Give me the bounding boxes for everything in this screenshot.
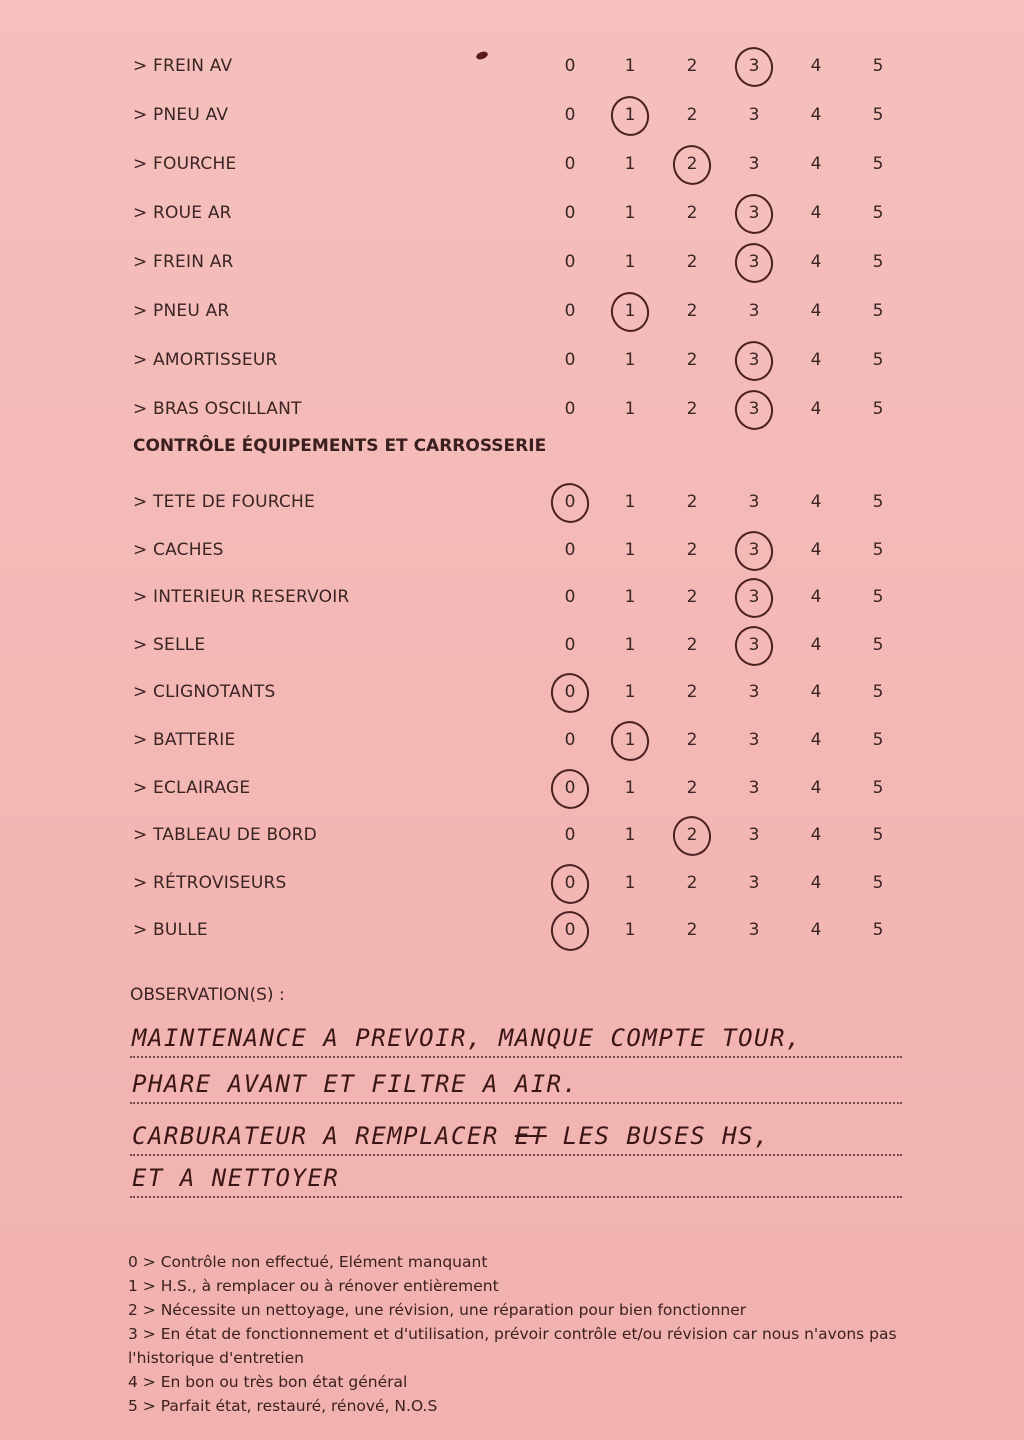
inspection-row	[0, 48, 1024, 88]
score-option: 0	[560, 778, 580, 798]
score-option: 0	[564, 252, 576, 272]
score-option: 4	[810, 56, 822, 76]
selected-circle	[730, 42, 779, 92]
selected-circle	[606, 91, 655, 141]
score-option: 0	[564, 825, 576, 846]
selected-circle	[730, 385, 779, 435]
score-option: 1	[624, 634, 636, 655]
score-option: 0	[560, 682, 580, 702]
score-option: 4	[810, 920, 822, 941]
selected-circle	[730, 573, 779, 623]
handwritten-text: MAINTENANCE A PREVOIR, MANQUE COMPTE TOUR,	[132, 1024, 802, 1052]
handwritten-text	[132, 1122, 770, 1150]
score-option: 0	[564, 539, 576, 560]
legend-item: 4 > En bon ou très bon état général	[128, 1373, 408, 1391]
score-option: 5	[872, 350, 884, 370]
struck-text: ET	[514, 1122, 547, 1150]
score-option: 3	[748, 301, 760, 321]
score-option: 3	[748, 492, 760, 512]
score-option: 5	[872, 634, 884, 655]
score-option: 0	[560, 920, 580, 940]
rating-legend	[128, 1250, 898, 1418]
score-option: 1	[624, 920, 636, 941]
score-option: 3	[748, 777, 760, 798]
selected-circle	[668, 811, 717, 861]
score-option: 3	[744, 635, 764, 655]
selected-circle	[546, 764, 595, 814]
score-option: 0	[564, 634, 576, 655]
score-option: 4	[810, 399, 822, 419]
row-label: > ECLAIRAGE	[133, 777, 251, 798]
score-option: 4	[810, 252, 822, 272]
score-option: 5	[872, 301, 884, 321]
score-option: 1	[624, 682, 636, 703]
handwritten-text-part: LES BUSES HS,	[546, 1122, 770, 1150]
inspection-row	[0, 342, 1024, 382]
score-option: 2	[686, 350, 698, 370]
score-option: 4	[810, 634, 822, 655]
row-label: > PNEU AR	[133, 301, 230, 321]
inspection-row	[0, 244, 1024, 284]
selected-circle	[546, 906, 595, 956]
score-option: 1	[624, 399, 636, 419]
score-option: 2	[686, 777, 698, 798]
score-option: 4	[810, 154, 822, 174]
score-option: 5	[872, 252, 884, 272]
row-label: > PNEU AV	[133, 105, 229, 125]
score-option: 2	[686, 301, 698, 321]
score-option: 5	[872, 872, 884, 893]
score-option: 4	[810, 825, 822, 846]
score-option: 3	[748, 682, 760, 703]
row-label: > SELLE	[133, 634, 206, 655]
selected-circle	[546, 668, 595, 718]
inspection-row	[0, 912, 1024, 952]
score-option: 2	[686, 252, 698, 272]
score-option: 4	[810, 203, 822, 223]
inspection-row	[0, 627, 1024, 667]
selected-circle	[730, 238, 779, 288]
inspection-row	[0, 484, 1024, 524]
legend-item: 2 > Nécessite un nettoyage, une révision, une réparation pour bien fonctionner	[128, 1301, 747, 1319]
legend-item: 5 > Parfait état, restauré, rénové, N.O.S	[128, 1397, 438, 1415]
score-option: 3	[748, 920, 760, 941]
score-option: 3	[744, 587, 764, 607]
score-option: 1	[624, 154, 636, 174]
score-option: 5	[872, 777, 884, 798]
row-label: > FREIN AR	[133, 252, 234, 272]
score-option: 5	[872, 920, 884, 941]
row-label: > FOURCHE	[133, 154, 237, 174]
score-option: 1	[620, 730, 640, 750]
score-option: 2	[686, 920, 698, 941]
inspection-row	[0, 722, 1024, 762]
score-option: 5	[872, 539, 884, 560]
selected-circle	[546, 859, 595, 909]
score-option: 5	[872, 682, 884, 703]
row-label: > TETE DE FOURCHE	[133, 492, 315, 512]
score-option: 1	[624, 872, 636, 893]
score-option: 4	[810, 105, 822, 125]
score-option: 3	[744, 399, 764, 419]
score-option: 5	[872, 203, 884, 223]
score-option: 2	[686, 539, 698, 560]
score-option: 1	[624, 252, 636, 272]
inspection-row	[0, 865, 1024, 905]
row-label: > BRAS OSCILLANT	[133, 399, 302, 419]
handwritten-text: ET A NETTOYER	[132, 1164, 340, 1192]
score-option: 2	[686, 56, 698, 76]
score-option: 4	[810, 682, 822, 703]
legend-item: 0 > Contrôle non effectué, Elément manquant	[128, 1253, 488, 1271]
score-option: 2	[686, 203, 698, 223]
score-option: 5	[872, 825, 884, 846]
score-option: 4	[810, 777, 822, 798]
score-option: 2	[682, 154, 702, 174]
score-option: 4	[810, 539, 822, 560]
score-option: 5	[872, 56, 884, 76]
row-label: > FREIN AV	[133, 56, 233, 76]
row-label: > RÉTROVISEURS	[133, 872, 287, 893]
score-option: 2	[686, 105, 698, 125]
handwritten-text-part: CARBURATEUR A REMPLACER	[132, 1122, 515, 1150]
score-option: 3	[744, 252, 764, 272]
row-label: > INTERIEUR RESERVOIR	[133, 587, 350, 608]
selected-circle	[606, 287, 655, 337]
score-option: 1	[624, 539, 636, 560]
score-option: 3	[744, 350, 764, 370]
score-option: 5	[872, 492, 884, 512]
score-option: 3	[748, 154, 760, 174]
score-option: 3	[748, 872, 760, 893]
score-option: 3	[744, 540, 764, 560]
score-option: 0	[564, 399, 576, 419]
legend-item: 1 > H.S., à remplacer ou à rénover entièrement	[128, 1277, 499, 1295]
score-option: 4	[810, 872, 822, 893]
score-option: 2	[686, 399, 698, 419]
score-option: 0	[564, 56, 576, 76]
score-option: 3	[744, 203, 764, 223]
score-option: 1	[624, 825, 636, 846]
score-option: 0	[564, 301, 576, 321]
observation-line	[130, 1056, 902, 1104]
score-option: 3	[748, 730, 760, 750]
score-option: 2	[686, 682, 698, 703]
score-option: 1	[624, 587, 636, 608]
score-option: 0	[560, 873, 580, 893]
legend-item: 3 > En état de fonctionnement et d'utilisation, prévoir contrôle et/ou révision car nous n'avons pas l'historique d'entretien	[128, 1325, 897, 1367]
inspection-row	[0, 674, 1024, 714]
section-title: CONTRÔLE ÉQUIPEMENTS ET CARROSSERIE	[133, 436, 547, 456]
inspection-row	[0, 391, 1024, 431]
score-option: 2	[686, 634, 698, 655]
row-label: > BULLE	[133, 920, 208, 941]
inspection-row	[0, 817, 1024, 857]
score-option: 2	[686, 872, 698, 893]
score-option: 5	[872, 399, 884, 419]
score-option: 3	[748, 105, 760, 125]
score-option: 3	[748, 825, 760, 846]
inspection-row	[0, 579, 1024, 619]
row-label: > AMORTISSEUR	[133, 350, 278, 370]
inspection-row	[0, 146, 1024, 186]
selected-circle	[730, 526, 779, 576]
score-option: 5	[872, 730, 884, 750]
score-option: 1	[624, 777, 636, 798]
score-option: 4	[810, 350, 822, 370]
inspection-row	[0, 770, 1024, 810]
row-label: > ROUE AR	[133, 203, 232, 223]
score-option: 0	[564, 587, 576, 608]
score-option: 0	[564, 154, 576, 174]
score-option: 1	[620, 105, 640, 125]
score-option: 0	[564, 105, 576, 125]
selected-circle	[730, 336, 779, 386]
selected-circle	[730, 189, 779, 239]
score-option: 0	[560, 492, 580, 512]
score-option: 2	[686, 730, 698, 750]
score-option: 0	[564, 730, 576, 750]
score-option: 4	[810, 492, 822, 512]
score-option: 2	[682, 825, 702, 845]
inspection-row	[0, 532, 1024, 572]
score-option: 5	[872, 587, 884, 608]
score-option: 2	[686, 492, 698, 512]
selected-circle	[546, 478, 595, 528]
row-label: > CLIGNOTANTS	[133, 682, 276, 703]
selected-circle	[606, 716, 655, 766]
score-option: 1	[624, 492, 636, 512]
row-label: > TABLEAU DE BORD	[133, 825, 317, 846]
observation-line	[130, 1150, 902, 1198]
selected-circle	[668, 140, 717, 190]
score-option: 1	[624, 203, 636, 223]
score-option: 0	[564, 350, 576, 370]
handwritten-text: PHARE AVANT ET FILTRE A AIR.	[132, 1070, 579, 1098]
observation-line	[130, 1108, 902, 1156]
observation-line	[130, 1010, 902, 1058]
selected-circle	[730, 621, 779, 671]
score-option: 4	[810, 730, 822, 750]
inspection-row	[0, 293, 1024, 333]
score-option: 4	[810, 587, 822, 608]
score-option: 4	[810, 301, 822, 321]
score-option: 0	[564, 203, 576, 223]
score-option: 5	[872, 154, 884, 174]
observations-label: OBSERVATION(S) :	[130, 985, 285, 1005]
score-option: 1	[624, 56, 636, 76]
score-option: 1	[620, 301, 640, 321]
inspection-row	[0, 195, 1024, 235]
score-option: 5	[872, 105, 884, 125]
row-label: > CACHES	[133, 539, 224, 560]
score-option: 1	[624, 350, 636, 370]
row-label: > BATTERIE	[133, 730, 236, 750]
inspection-row	[0, 97, 1024, 137]
score-option: 3	[744, 56, 764, 76]
score-option: 2	[686, 587, 698, 608]
